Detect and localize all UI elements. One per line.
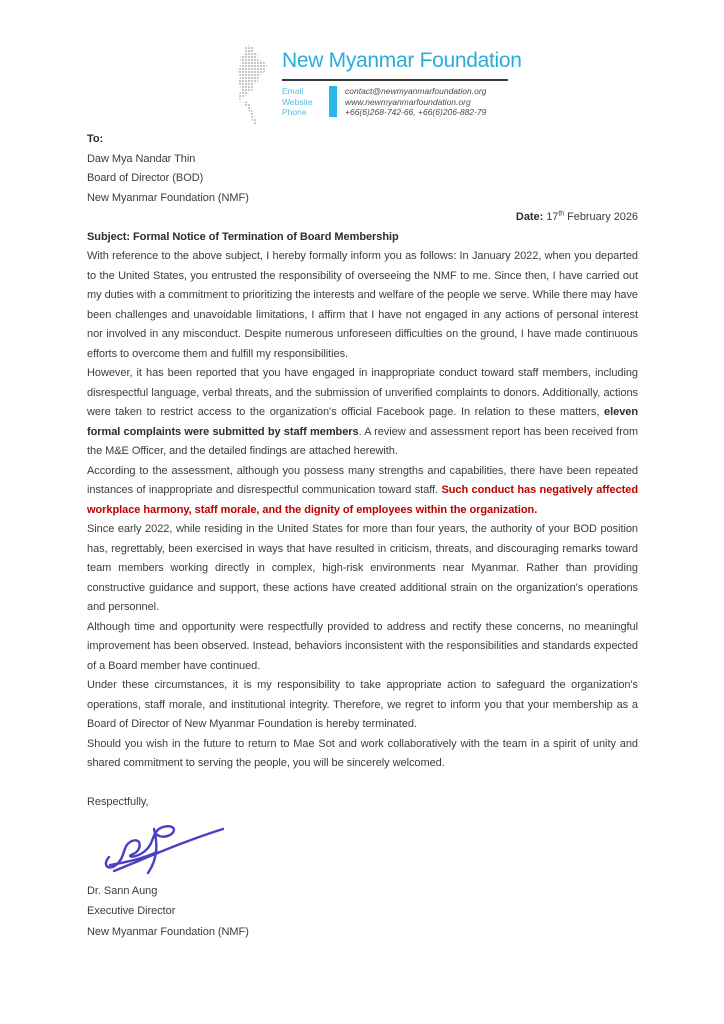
paragraph bbox=[87, 520, 638, 618]
signer-block bbox=[87, 881, 638, 943]
body-text: According to the assessment, although you possess many strengths and capabilities, there have been repeated instances of inappropriate and disrespectful communication toward staff. bbox=[87, 464, 638, 496]
to-label: To: bbox=[87, 133, 104, 145]
signer-title: Executive Director bbox=[87, 905, 176, 917]
recipient-name: Daw Mya Nandar Thin bbox=[87, 152, 196, 165]
letter-content bbox=[87, 130, 638, 942]
body-text: Should you wish in the future to return to Mae Sot and work collaboratively with the team in a spirit of unity and shared commitment to serving the people, you will be sincerely welcomed. bbox=[87, 737, 638, 769]
letterhead-text bbox=[282, 44, 522, 118]
letter-paragraphs bbox=[87, 247, 638, 774]
org-name: New Myanmar Foundation bbox=[282, 49, 522, 72]
body-text: However, it has been reported that you have engaged in inappropriate conduct toward staff members, including disrespectful language, verbal threats, and the submission of unverified complaints to donors. Additionally, actions were taken to restrict access to the organization's official Facebook page. In relation to these matters, bbox=[87, 367, 638, 418]
contact-block bbox=[282, 86, 522, 118]
bold-emphasis-text: eleven formal complaints were submitted by staff members bbox=[87, 406, 638, 438]
contact-label-email: Email bbox=[282, 86, 304, 96]
contact-labels bbox=[282, 86, 329, 118]
body-text: Although time and opportunity were respectfully provided to address and rectify these concerns, no meaningful improvement has been observed. Instead, behaviors inconsistent with the responsibilities and standards expected of a Board member have continued. bbox=[87, 620, 638, 672]
highlighted-red-text: Such conduct has negatively affected workplace harmony, staff morale, and the dignity of employees within the organization. bbox=[87, 484, 639, 516]
subject-line: Subject: Formal Notice of Termination of Board Membership bbox=[87, 230, 399, 243]
signature-image bbox=[99, 819, 231, 877]
date-line bbox=[87, 208, 638, 228]
body-text: Under these circumstances, it is my responsibility to take appropriate action to safeguard the organization's operations, staff morale, and institutional integrity. Therefore, we regret to inform you that your membership as a Board of Director of New Myanmar Foundation is hereby terminated. bbox=[87, 679, 638, 730]
body-text: . A review and assessment report has been received from the M&E Officer, and the detailed findings are attached herewith. bbox=[87, 425, 638, 457]
signer-org: New Myanmar Foundation (NMF) bbox=[87, 925, 249, 938]
contact-label-phone: Phone bbox=[282, 107, 307, 117]
date-day: 17 bbox=[543, 211, 559, 223]
contact-phone-value: +66(6)268-742-66, +66(6)206-882-79 bbox=[345, 107, 487, 117]
letterhead bbox=[230, 44, 522, 128]
closing-salutation: Respectfully, bbox=[87, 796, 149, 808]
paragraph bbox=[87, 462, 638, 521]
recipient-org: New Myanmar Foundation (NMF) bbox=[87, 191, 249, 204]
paragraph bbox=[87, 618, 638, 677]
contact-email-value: contact@newmyanmarfoundation.org bbox=[345, 86, 487, 96]
date-ordinal-suffix: th bbox=[558, 210, 565, 218]
contact-accent-bar bbox=[329, 86, 337, 117]
paragraph bbox=[87, 676, 638, 735]
paragraph bbox=[87, 735, 638, 774]
paragraph bbox=[87, 364, 638, 462]
paragraph bbox=[87, 247, 638, 364]
date-label: Date: bbox=[515, 211, 544, 223]
body-text: Since early 2022, while residing in the United States for more than four years, the authority of your BOD position has, regrettably, been exercised in ways that have resulted in criticism, threats, and discouraging remarks toward team members working directly in complex, high-risk environments near Myanmar. Rather than providing constructive guidance and support, these actions have created additional strain on the organization's operations and personnel. bbox=[87, 523, 638, 613]
contact-label-website: Website bbox=[282, 96, 313, 107]
body-text: With reference to the above subject, I hereby formally inform you as follows: In January 2022, when you departed to the United States, you entrusted the responsibility of overseeing the NMF to me. Since then, I have carried out my duties with a commitment to prioritizing the interests and welfare of the people we serve. While there may have been challenges and unavoidable limitations, I affirm that I have not engaged in any actions of personal interest nor involved in any misconduct. Despite numerous unforeseen difficulties on the ground, I have made continuous efforts to overcome them and fulfill my responsibilities. bbox=[87, 250, 638, 360]
recipient-role: Board of Director (BOD) bbox=[87, 172, 204, 184]
header-divider bbox=[282, 79, 508, 81]
myanmar-map-icon bbox=[230, 44, 270, 128]
date-month-year: February 2026 bbox=[564, 211, 638, 223]
signer-name: Dr. Sann Aung bbox=[87, 884, 158, 897]
recipient-block bbox=[87, 130, 638, 208]
contact-website-value: www.newmyanmarfoundation.org bbox=[345, 96, 471, 107]
contact-values bbox=[345, 86, 486, 118]
